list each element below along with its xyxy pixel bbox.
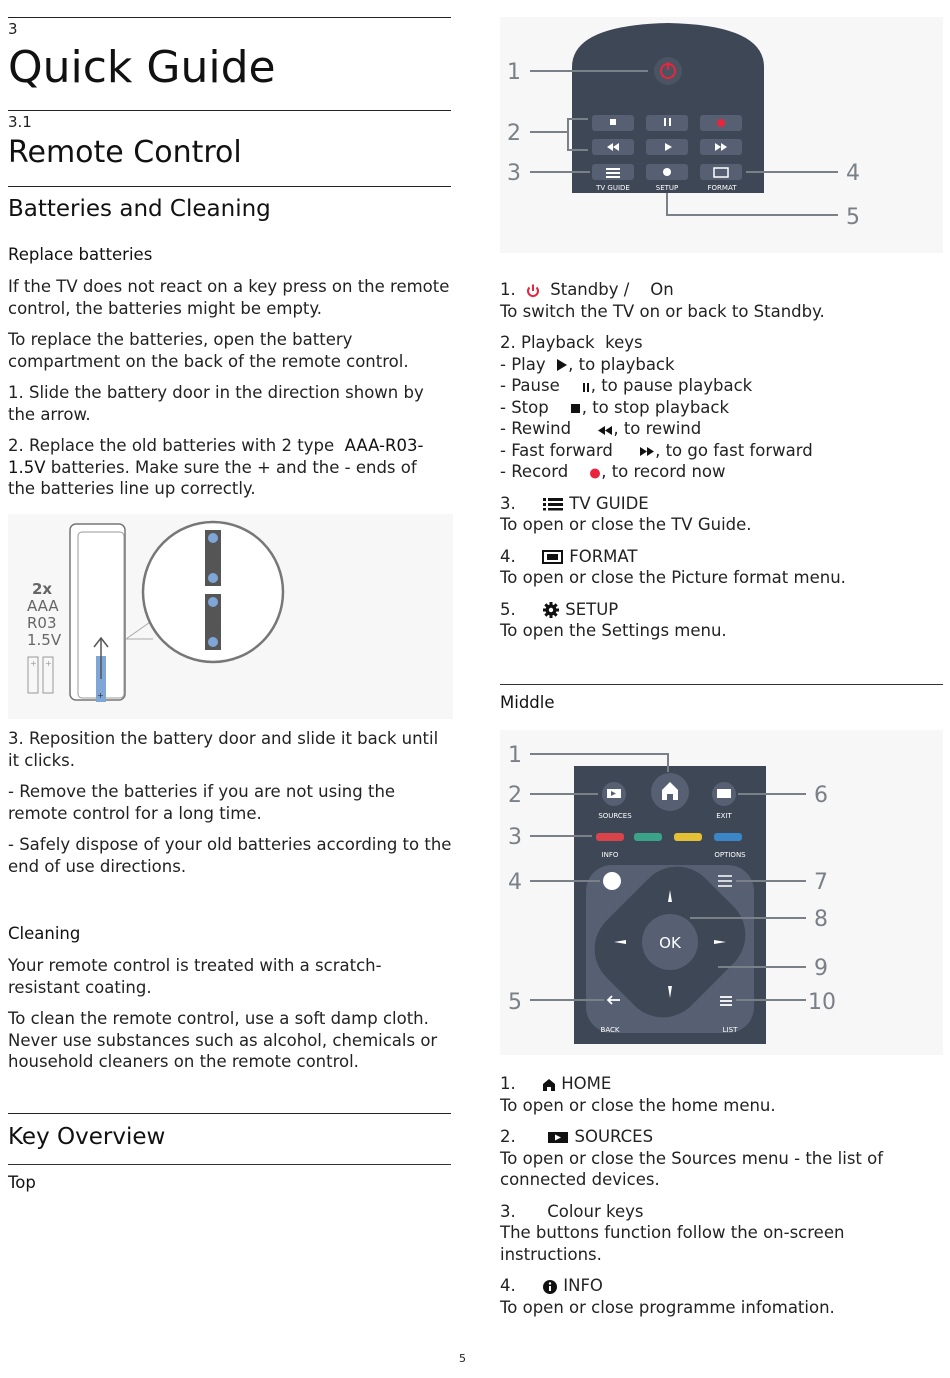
info-label: INFO xyxy=(601,851,619,859)
middle-callout-2: 2 xyxy=(508,783,522,808)
record-icon xyxy=(589,467,601,479)
playback-record: - Record , to record now xyxy=(500,462,726,481)
middle-callout-7: 7 xyxy=(814,870,828,895)
playback-play: - Play , to playback xyxy=(500,354,675,374)
standby-icon xyxy=(525,283,541,299)
top-key-list xyxy=(500,279,945,642)
cleaning-paragraph-1: Your remote control is treated with a scratch-resistant coating. xyxy=(8,956,382,997)
battery-type: AAA-R03-1.5V xyxy=(8,436,424,477)
batteries-paragraph-6: - Remove the batteries if you are not using the remote control for a long time. xyxy=(8,782,396,823)
sources-icon xyxy=(547,1131,569,1145)
batteries-paragraph-3: 1. Slide the battery door in the direction shown by the arrow. xyxy=(8,383,424,424)
options-label: OPTIONS xyxy=(714,851,746,859)
key-sources-title: 2. SOURCES xyxy=(500,1127,654,1146)
top-callout-3: 3 xyxy=(507,161,521,186)
top-rule xyxy=(8,1164,451,1165)
key-colour-desc: The buttons function follow the on-screen instructions. xyxy=(500,1223,845,1264)
list-label: LIST xyxy=(722,1026,738,1034)
ok-label: OK xyxy=(659,934,681,952)
chapter-rule xyxy=(8,17,451,18)
key-overview-heading: Key Overview xyxy=(8,1124,166,1150)
middle-callout-4: 4 xyxy=(508,870,522,895)
key-home-title: 1. HOME xyxy=(500,1074,612,1093)
cleaning-heading: Cleaning xyxy=(8,924,81,943)
subsection-rule xyxy=(8,186,451,187)
middle-callout-9: 9 xyxy=(814,956,828,981)
middle-remote-figure xyxy=(500,730,943,1055)
batteries-paragraph-7: - Safely dispose of your old batteries according to the end of use directions. xyxy=(8,835,452,876)
middle-callout-6: 6 xyxy=(814,783,828,808)
playback-stop: - Stop , to stop playback xyxy=(500,397,730,417)
batteries-paragraph-2: To replace the batteries, open the battery compartment on the back of the remote control. xyxy=(8,330,409,371)
rewind-icon xyxy=(597,424,613,436)
sources-label: SOURCES xyxy=(598,812,632,820)
middle-callout-3: 3 xyxy=(508,825,522,850)
middle-callout-1: 1 xyxy=(508,743,522,768)
middle-callout-5: 5 xyxy=(508,990,522,1015)
key-setup-title: 5. SETUP xyxy=(500,599,619,619)
figure-label-voltage: 1.5V xyxy=(27,631,62,649)
tv-guide-icon xyxy=(542,497,564,511)
battery-type-lead: 2. Replace the old batteries with 2 type xyxy=(8,436,335,455)
play-icon xyxy=(556,359,568,371)
key-playback-title: 2. Playback keys xyxy=(500,333,643,352)
top-callout-4: 4 xyxy=(846,161,860,186)
batteries-paragraph-5: 3. Reposition the battery door and slide it back until it clicks. xyxy=(8,729,439,770)
top-callout-5: 5 xyxy=(846,205,860,230)
section-title: Remote Control xyxy=(8,135,242,170)
key-standby-title: 1. Standby / On xyxy=(500,280,674,299)
middle-rule xyxy=(500,684,943,685)
key-sources-desc: To open or close the Sources menu - the list of connected devices. xyxy=(500,1148,884,1189)
svg-text:+: + xyxy=(45,659,52,668)
gear-icon xyxy=(542,601,560,619)
key-overview-rule xyxy=(8,1113,451,1114)
middle-callout-8: 8 xyxy=(814,907,828,932)
top-remote-figure xyxy=(500,17,943,253)
middle-key-list xyxy=(500,1073,945,1318)
svg-text:+: + xyxy=(30,659,37,668)
figure-label-code: R03 xyxy=(27,614,57,632)
stop-icon xyxy=(570,402,582,414)
figure-label-size: AAA xyxy=(27,597,59,615)
back-label: BACK xyxy=(600,1026,620,1034)
key-setup-desc: To open the Settings menu. xyxy=(500,621,727,640)
pause-icon xyxy=(581,381,591,393)
page-number: 5 xyxy=(459,1352,466,1365)
battery-figure xyxy=(8,514,453,719)
top-heading: Top xyxy=(8,1173,36,1192)
figure-label-count: 2x xyxy=(32,580,53,598)
svg-text:+: + xyxy=(97,691,104,700)
key-standby-desc: To switch the TV on or back to Standby. xyxy=(500,301,825,321)
key-tv-guide-title: 3. TV GUIDE xyxy=(500,493,649,513)
fast-forward-icon xyxy=(639,445,655,457)
top-callout-1: 1 xyxy=(507,60,521,85)
middle-callout-10: 10 xyxy=(808,990,836,1015)
format-label: FORMAT xyxy=(707,184,737,192)
home-icon xyxy=(542,1078,556,1092)
top-callout-2: 2 xyxy=(507,121,521,146)
exit-label: EXIT xyxy=(716,812,732,820)
chapter-number: 3 xyxy=(8,20,18,38)
batteries-heading: Batteries and Cleaning xyxy=(8,196,271,222)
key-format-title: 4. FORMAT xyxy=(500,546,638,566)
playback-rewind: - Rewind , to rewind xyxy=(500,419,702,438)
batteries-paragraph-1: If the TV does not react on a key press on the remote control, the batteries might be empty. xyxy=(8,277,450,318)
setup-label: SETUP xyxy=(655,184,679,192)
key-format-desc: To open or close the Picture format menu. xyxy=(500,568,846,587)
tv-guide-label: TV GUIDE xyxy=(596,184,630,192)
key-tv-guide-desc: To open or close the TV Guide. xyxy=(500,515,752,534)
replace-batteries-heading: Replace batteries xyxy=(8,245,153,264)
key-info-title: 4. INFO xyxy=(500,1276,603,1295)
key-home-desc: To open or close the home menu. xyxy=(500,1095,776,1115)
chapter-title: Quick Guide xyxy=(8,42,276,93)
format-icon xyxy=(542,550,564,564)
section-rule xyxy=(8,110,451,111)
cleaning-paragraph-2: To clean the remote control, use a soft damp cloth. Never use substances such as alcohol, chemicals or household cleaners on the remote control. xyxy=(8,1009,438,1071)
key-colour-title: 3. Colour keys xyxy=(500,1201,644,1221)
middle-heading: Middle xyxy=(500,693,555,712)
playback-pause: - Pause , to pause playback xyxy=(500,376,753,395)
section-number: 3.1 xyxy=(8,113,32,131)
battery-type-tail: batteries. Make sure the + and the - ends of the batteries line up correctly. xyxy=(8,457,417,498)
batteries-paragraph-4 xyxy=(8,435,448,500)
info-icon xyxy=(542,1279,558,1295)
playback-fast-forward: - Fast forward , to go fast forward xyxy=(500,440,813,460)
key-info-desc: To open or close programme infomation. xyxy=(500,1297,835,1317)
